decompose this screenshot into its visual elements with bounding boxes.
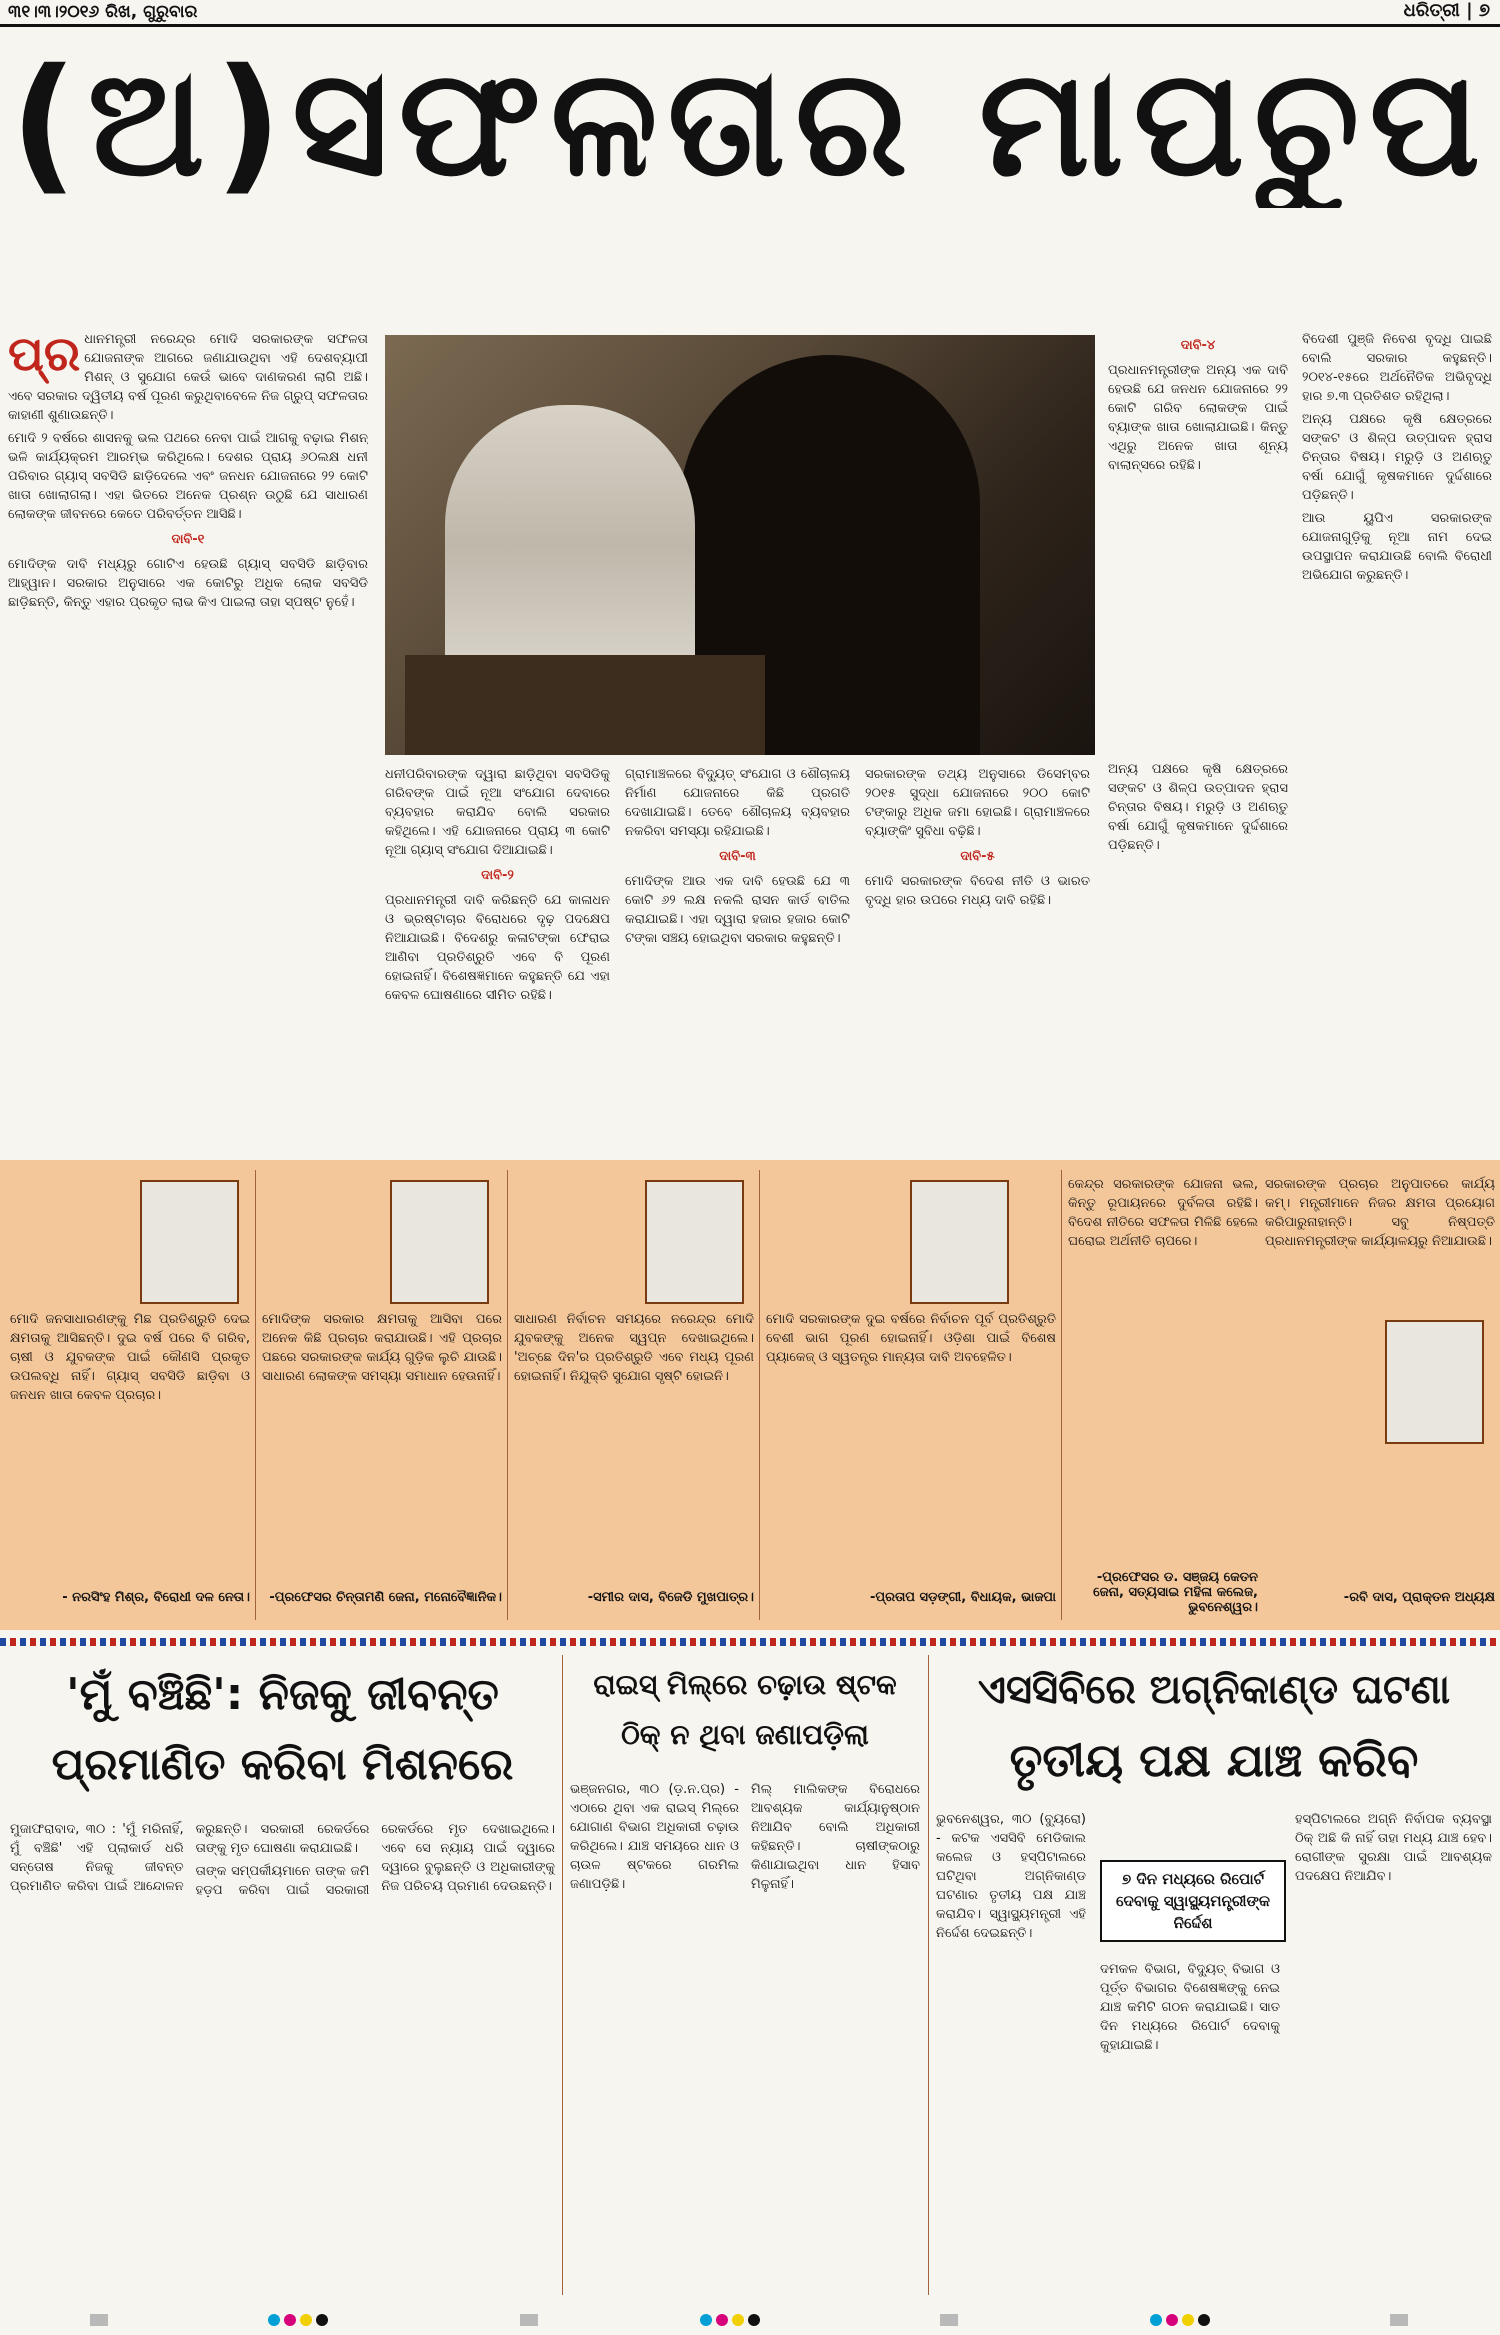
opinion-3-byline: -ସମୀର ଦାସ, ବିଜେଡି ମୁଖପାତ୍ର। <box>587 1590 754 1605</box>
col2-paragraph-1: ଧନୀପରିବାରଙ୍କ ଦ୍ୱାରା ଛାଡ଼ିଥିବା ସବସିଡିକୁ ଗରିବଙ୍କ ପାଇଁ ନୂଆ ସଂଯୋଗ ଦେବାରେ ବ୍ୟବହାର କରାଯିବ ବୋଲି ସରକାର କହିଥିଲେ। ଏହି ଯୋଜନାରେ ପ୍ରାୟ ୩ କୋଟି ନୂଆ ଗ୍ୟାସ୍ ସଂଯୋଗ ଦିଆଯାଇଛି। <box>385 767 610 858</box>
story-2-paragraph-2: ମିଲ୍ ମାଲିକଙ୍କ ବିରୋଧରେ ଆବଶ୍ୟକ କାର୍ଯ୍ୟାନୁଷ୍ଠାନ ନିଆଯିବ ବୋଲି ଅଧିକାରୀ କହିଛନ୍ତି। ଚାଷୀଙ୍କଠାରୁ କିଣାଯାଇଥିବା ଧାନ ହିସାବ ମିଳୁନାହିଁ। <box>751 1782 920 1892</box>
lead-paragraph-1: ପ୍ର ଧାନମନ୍ତ୍ରୀ ନରେନ୍ଦ୍ର ମୋଦି ସରକାରଙ୍କ ସଫଳତା ଯୋଜନାଙ୍କ ଆଗରେ ଜଣାଯାଉଥିବା ଏହି ଦେଶବ୍ୟାପୀ ମିଶନ୍ ଓ ସୁଯୋଗ କେଉଁ ଭାବେ ଦାଣକରଣ ଲାଗି ଅଛି। ଏବେ ସରକାର ଦ୍ୱିତୀୟ ବର୍ଷ ପୂରଣ କରୁଥିବାବେଳେ ନିଜ ଗ୍ରୁପ୍ ସଫଳତାର କାହାଣୀ ଶୁଣାଉଛନ୍ତି। <box>8 330 368 423</box>
opinion-1 <box>10 1175 250 1580</box>
story-3-paragraph-3: ହସ୍ପିଟାଲରେ ଅଗ୍ନି ନିର୍ବାପକ ବ୍ୟବସ୍ଥା ଠିକ୍ ଅଛି କି ନାହିଁ ତାହା ମଧ୍ୟ ଯାଞ୍ଚ ହେବ। ରୋଗୀଙ୍କ ସୁରକ୍ଷା ପାଇଁ ଆବଶ୍ୟକ ପଦକ୍ଷେପ ନିଆଯିବ। <box>1295 1812 1492 1884</box>
column-5 <box>1302 330 1492 1150</box>
lead-column <box>8 330 368 1150</box>
opinion-6-byline: -ରବି ଦାସ, ପ୍ରାକ୍ତନ ଅଧ୍ୟକ୍ଷ <box>1343 1590 1495 1605</box>
subhead-claim-4: ଦାବି-୪ <box>1180 338 1216 353</box>
story-3-callout: ୭ ଦିନ ମଧ୍ୟରେ ରିପୋର୍ଟ ଦେବାକୁ ସ୍ୱାସ୍ଥ୍ୟମନ୍ତ୍ରୀଙ୍କ ନିର୍ଦ୍ଦେଶ <box>1100 1860 1286 1942</box>
photo-podium <box>405 655 765 755</box>
story-3-headline-2: ତୃତୀୟ ପକ୍ଷ ଯାଞ୍ଚ କରିବ <box>1009 1733 1419 1787</box>
opinion-separator-2 <box>507 1170 508 1620</box>
header-rule <box>0 24 1500 27</box>
column-4-lower <box>865 765 1090 1150</box>
story-1-paragraph-2: ତାଙ୍କ ସମ୍ପର୍କୀୟମାନେ ତାଙ୍କ ଜମି ହଡ଼ପ କରିବା ପାଇଁ ସରକାରୀ ରେକର୍ଡରେ ମୃତ ଦେଖାଇଥିଲେ। ଏବେ ସେ ନ୍ୟାୟ ପାଇଁ ଦ୍ୱାରେ ଦ୍ୱାରେ ବୁଲୁଛନ୍ତି ଓ ଅଧିକାରୀଙ୍କୁ ନିଜ ପରିଚୟ ପ୍ରମାଣ ଦେଉଛନ୍ତି। <box>195 1822 555 1898</box>
story-separator-2 <box>928 1655 929 2295</box>
subhead-claim-3: ଦାବି-୩ <box>719 849 756 864</box>
story-separator-1 <box>562 1655 563 2295</box>
opinion-5-byline: -ପ୍ରଫେସର ଡ. ସଞ୍ଜୟ କେତନ ଜେନା, ସତ୍ୟସାଇ ମହିଳା କଲେଜ, ଭୁବନେଶ୍ୱର। <box>1093 1570 1258 1615</box>
lead-paragraph-2: ମୋଦି ୨ ବର୍ଷରେ ଶାସନକୁ ଭଲ ପଥରେ ନେବା ପାଇଁ ଆଗକୁ ବଢ଼ାଇ ମିଶନ୍ ଭଳି କାର୍ଯ୍ୟକ୍ରମ ଆରମ୍ଭ କରିଥିଲେ। ଦେଶର ପ୍ରାୟ ୬୦ଲକ୍ଷ ଧନୀ ପରିବାର ଗ୍ୟାସ୍ ସବସିଡି ଛାଡ଼ିଦେଲେ ଏବଂ ଜନଧନ ଯୋଜନାରେ ୨୨ କୋଟି ଖାତା ଖୋଲାଗଲା। ଏହା ଭିତରେ ଅନେକ ପ୍ରଶ୍ନ ଉଠୁଛି ଯେ ସାଧାରଣ ଲୋକଙ୍କ ଜୀବନରେ କେତେ ପରିବର୍ତ୍ତନ ଆସିଛି। <box>8 431 368 522</box>
story-3-column-1 <box>936 1810 1086 2290</box>
opinion-1-byline: - ନରସିଂହ ମିଶ୍ର, ବିରୋଧୀ ଦଳ ନେତା। <box>62 1590 250 1605</box>
page-number: ୭ <box>1478 0 1490 21</box>
story-2-body <box>570 1780 920 2290</box>
story-1-headline: 'ମୁଁ ବଞ୍ଚିଛି': ନିଜକୁ ଜୀବନ୍ତ ପ୍ରମାଣିତ କରିବା ମିଶନରେ <box>51 1669 514 1790</box>
opinion-2-text: ମୋଦିଙ୍କ ସରକାର କ୍ଷମତାକୁ ଆସିବା ପରେ ଅନେକ କିଛି ପ୍ରଚାର କରାଯାଉଛି। ଏହି ପ୍ରଚାର ପଛରେ ସରକାରଙ୍କ କାର୍ଯ୍ୟ ଗୁଡ଼ିକ ଲୁଚି ଯାଉଛି। ସାଧାରଣ ଲୋକଙ୍କ ସମସ୍ୟା ସମାଧାନ ହେଉନାହିଁ। <box>262 1312 502 1384</box>
yellow-dot <box>300 2314 312 2326</box>
opinion-separator-3 <box>759 1170 760 1620</box>
yellow-dot <box>1182 2314 1194 2326</box>
story-1-paragraph-1: ମୁଜାଫରାବାଦ, ୩୦ : 'ମୁଁ ମରିନାହିଁ, ମୁଁ ବଞ୍ଚିଛି' ଏହି ପ୍ଲାକାର୍ଡ ଧରି ସନ୍ତୋଷ ନିଜକୁ ଜୀବନ୍ତ ପ୍ରମାଣିତ କରିବା ପାଇଁ ଆନ୍ଦୋଳନ କରୁଛନ୍ତି। ସରକାରୀ ରେକର୍ଡରେ ତାଙ୍କୁ ମୃତ ଘୋଷଣା କରାଯାଇଛି। <box>10 1822 370 1894</box>
registration-mark <box>1390 2314 1408 2326</box>
header-section: ଧରିତ୍ରୀ | ୭ <box>1403 0 1490 21</box>
registration-mark <box>940 2314 958 2326</box>
subhead-claim-5: ଦାବି-୫ <box>960 849 995 864</box>
opinion-separator-4 <box>1061 1170 1062 1620</box>
col3-paragraph-1: ଗ୍ରାମାଞ୍ଚଳରେ ବିଦ୍ୟୁତ୍ ସଂଯୋଗ ଓ ଶୌଚାଳୟ ନିର୍ମାଣ ଯୋଜନାରେ କିଛି ପ୍ରଗତି ଦେଖାଯାଇଛି। ତେବେ ଶୌଚାଳୟ ବ୍ୟବହାର ନକରିବା ସମସ୍ୟା ରହିଯାଇଛି। <box>625 767 850 839</box>
col5-paragraph-2: ଅନ୍ୟ ପକ୍ଷରେ କୃଷି କ୍ଷେତ୍ରରେ ସଙ୍କଟ ଓ ଶିଳ୍ପ ଉତ୍ପାଦନ ହ୍ରାସ ଚିନ୍ତାର ବିଷୟ। ମରୁଡ଼ି ଓ ଅଣଋତୁ ବର୍ଷା ଯୋଗୁଁ କୃଷକମାନେ ଦୁର୍ଦ୍ଦଶାରେ ପଡ଼ିଛନ୍ତି। <box>1302 412 1492 503</box>
col4-paragraph-1: ପ୍ରଧାନମନ୍ତ୍ରୀଙ୍କ ଅନ୍ୟ ଏକ ଦାବି ହେଉଛି ଯେ ଜନଧନ ଯୋଜନାରେ ୨୨ କୋଟି ଗରିବ ଲୋକଙ୍କ ପାଇଁ ବ୍ୟାଙ୍କ ଖାତା ଖୋଲାଯାଇଛି। କିନ୍ତୁ ଏଥିରୁ ଅନେକ ଖାତା ଶୂନ୍ୟ ବାଲାନ୍ସରେ ରହିଛି। <box>1108 363 1288 473</box>
opinion-5-text: କେନ୍ଦ୍ର ସରକାରଙ୍କ ଯୋଜନା ଭଲ, କିନ୍ତୁ ରୂପାୟନରେ ଦୁର୍ବଳତା ରହିଛି। ବିଦେଶ ନୀତିରେ ସଫଳତା ମିଳିଛି ହେଲେ ଘରୋଇ ଅର୍ଥନୀତି ଚାପରେ। <box>1068 1177 1258 1249</box>
header-date: ୩୧।୩।୨୦୧୬ ରିଖ, ଗୁରୁବାର <box>8 2 198 22</box>
story-3-headline-1: ଏସସିବିରେ ଅଗ୍ନିକାଣ୍ଡ ଘଟଣା <box>977 1667 1451 1713</box>
lead-photo <box>385 335 1095 755</box>
page-header <box>0 0 1500 22</box>
column-4-upper <box>1108 330 1288 750</box>
opinion-2-byline: -ପ୍ରଫେସର ଚିନ୍ତାମଣି ଜେନା, ମନୋବୈଜ୍ଞାନିକ। <box>269 1590 502 1605</box>
registration-mark <box>90 2314 108 2326</box>
opinion-6-text: ସରକାରଙ୍କ ପ୍ରଚାର ଅନୁପାତରେ କାର୍ଯ୍ୟ କମ୍। ମନ୍ତ୍ରୀମାନେ ନିଜର କ୍ଷମତା ପ୍ରୟୋଗ କରିପାରୁନାହାନ୍ତି। ସବୁ ନିଷ୍ପତ୍ତି ପ୍ରଧାନମନ୍ତ୍ରୀଙ୍କ କାର୍ଯ୍ୟାଳୟରୁ ନିଆଯାଉଛି। <box>1265 1177 1495 1249</box>
registration-mark <box>520 2314 538 2326</box>
yellow-dot <box>732 2314 744 2326</box>
opinion-5 <box>1068 1175 1258 1580</box>
col3-paragraph-2: ମୋଦିଙ୍କ ଆଉ ଏକ ଦାବି ହେଉଛି ଯେ ୩ କୋଟି ୬୨ ଲକ୍ଷ ନକଲି ରାସନ କାର୍ଡ ବାତିଲ କରାଯାଇଛି। ଏହା ଦ୍ୱାରା ହଜାର ହଜାର କୋଟି ଟଙ୍କା ସଞ୍ଚୟ ହୋଇଥିବା ସରକାର କହୁଛନ୍ତି। <box>625 874 850 946</box>
decorative-rule <box>0 1638 1500 1646</box>
subhead-claim-2: ଦାବି-୨ <box>481 868 514 883</box>
opinion-4-byline: -ପ୍ରତାପ ସଡ଼ଙ୍ଗୀ, ବିଧାୟକ, ଭାଜପା <box>869 1590 1056 1605</box>
subhead-claim-1: ଦାବି-୧ <box>171 532 205 547</box>
cyan-dot <box>268 2314 280 2326</box>
magenta-dot <box>284 2314 296 2326</box>
lead-paragraph-3: ମୋଦିଙ୍କ ଦାବି ମଧ୍ୟରୁ ଗୋଟିଏ ହେଉଛି ଗ୍ୟାସ୍ ସବସିଡି ଛାଡ଼ିବାର ଆହ୍ୱାନ। ସରକାର ଅନୁସାରେ ଏକ କୋଟିରୁ ଅଧିକ ଲୋକ ସବସିଡି ଛାଡ଼ିଛନ୍ତି, କିନ୍ତୁ ଏହାର ପ୍ରକୃତ ଲାଭ କିଏ ପାଇଲା ତାହା ସ୍ପଷ୍ଟ ନୁହେଁ। <box>8 557 368 610</box>
cyan-dot <box>1150 2314 1162 2326</box>
story-3-paragraph-2: ଦମକଳ ବିଭାଗ, ବିଦ୍ୟୁତ୍ ବିଭାଗ ଓ ପୂର୍ତ୍ତ ବିଭାଗର ବିଶେଷଜ୍ଞଙ୍କୁ ନେଇ ଯାଞ୍ଚ କମିଟି ଗଠନ କରାଯାଇଛି। ସାତ ଦିନ ମଧ୍ୟରେ ରିପୋର୍ଟ ଦେବାକୁ କୁହାଯାଇଛି। <box>1100 1962 1280 2053</box>
col4-paragraph-3: ମୋଦି ସରକାରଙ୍କ ବିଦେଶ ନୀତି ଓ ଭାରତ ବୃଦ୍ଧି ହାର ଉପରେ ମଧ୍ୟ ଦାବି ରହିଛି। <box>865 874 1090 908</box>
dropcap: ପ୍ର <box>8 330 81 382</box>
opinion-6 <box>1265 1175 1495 1580</box>
magenta-dot <box>1166 2314 1178 2326</box>
story-3-column-3 <box>1295 1810 1492 2290</box>
col4b-paragraph: ଅନ୍ୟ ପକ୍ଷରେ କୃଷି କ୍ଷେତ୍ରରେ ସଙ୍କଟ ଓ ଶିଳ୍ପ ଉତ୍ପାଦନ ହ୍ରାସ ଚିନ୍ତାର ବିଷୟ। ମରୁଡ଼ି ଓ ଅଣଋତୁ ବର୍ଷା ଯୋଗୁଁ କୃଷକମାନେ ଦୁର୍ଦ୍ଦଶାରେ ପଡ଼ିଛନ୍ତି। <box>1108 762 1288 853</box>
story-3-column-2 <box>1100 1960 1280 2290</box>
story-1-body <box>10 1820 555 2290</box>
col4-paragraph-2: ସରକାରଙ୍କ ତଥ୍ୟ ଅନୁସାରେ ଡିସେମ୍ବର ୨୦୧୫ ସୁଦ୍ଧା ଯୋଜନାରେ ୨୦୦ କୋଟି ଟଙ୍କାରୁ ଅଧିକ ଜମା ହୋଇଛି। ଗ୍ରାମାଞ୍ଚଳରେ ବ୍ୟାଙ୍କିଂ ସୁବିଧା ବଢ଼ିଛି। <box>865 767 1090 839</box>
opinion-3 <box>514 1175 754 1580</box>
opinion-separator-1 <box>255 1170 256 1620</box>
column-3 <box>625 765 850 1150</box>
newspaper-name: ଧରିତ୍ରୀ <box>1403 0 1460 21</box>
black-dot <box>316 2314 328 2326</box>
column-4b <box>1108 760 1288 1150</box>
opinion-2 <box>262 1175 502 1580</box>
opinion-4 <box>766 1175 1056 1580</box>
black-dot <box>1198 2314 1210 2326</box>
opinion-4-text: ମୋଦି ସରକାରଙ୍କ ଦୁଇ ବର୍ଷରେ ନିର୍ବାଚନ ପୂର୍ବ ପ୍ରତିଶ୍ରୁତି ବେଶୀ ଭାଗ ପୂରଣ ହୋଇନାହିଁ। ଓଡ଼ିଶା ପାଇଁ ବିଶେଷ ପ୍ୟାକେଜ୍ ଓ ସ୍ୱତନ୍ତ୍ର ମାନ୍ୟତା ଦାବି ଅବହେଳିତ। <box>766 1312 1056 1365</box>
story-2-headline: ରାଇସ୍ ମିଲ୍‌ରେ ଚଢ଼ାଉ ଷ୍ଟକ ଠିକ୍ ନ ଥିବା ଜଣାପଡ଼ିଲା <box>593 1668 897 1751</box>
story-2-paragraph-1: ଭଞ୍ଜନଗର, ୩୦ (ଡ଼.ନ.ପ୍ର) - ଏଠାରେ ଥିବା ଏକ ରାଇସ୍ ମିଲ୍‌ରେ ଯୋଗାଣ ବିଭାଗ ଅଧିକାରୀ ଚଢ଼ାଉ କରିଥିଲେ। ଯାଞ୍ଚ ସମୟରେ ଧାନ ଓ ଚାଉଳ ଷ୍ଟକରେ ଗରମିଲ ଜଣାପଡ଼ିଛି। <box>570 1782 739 1892</box>
opinion-1-text: ମୋଦି ଜନସାଧାରଣଙ୍କୁ ମିଛ ପ୍ରତିଶ୍ରୁତି ଦେଇ କ୍ଷମତାକୁ ଆସିଛନ୍ତି। ଦୁଇ ବର୍ଷ ପରେ ବି ଗରିବ, ଚାଷୀ ଓ ଯୁବକଙ୍କ ପାଇଁ କୌଣସି ପ୍ରକୃତ ଉପଲବ୍ଧି ନାହିଁ। ଗ୍ୟାସ୍ ସବସିଡି ଛାଡ଼ିବା ଓ ଜନଧନ ଖାତା କେବଳ ପ୍ରଚାର। <box>10 1312 250 1403</box>
col5-paragraph-3: ଆଉ ୟୁପିଏ ସରକାରଙ୍କ ଯୋଜନାଗୁଡ଼ିକୁ ନୂଆ ନାମ ଦେଇ ଉପସ୍ଥାପନ କରାଯାଉଛି ବୋଲି ବିରୋଧୀ ଅଭିଯୋଗ କରୁଛନ୍ତି। <box>1302 511 1492 583</box>
magenta-dot <box>716 2314 728 2326</box>
col2-paragraph-2: ପ୍ରଧାନମନ୍ତ୍ରୀ ଦାବି କରିଛନ୍ତି ଯେ କାଳାଧନ ଓ ଭ୍ରଷ୍ଟାଚାର ବିରୋଧରେ ଦୃଢ଼ ପଦକ୍ଷେପ ନିଆଯାଇଛି। ବିଦେଶରୁ କଳାଟଙ୍କା ଫେରାଇ ଆଣିବା ପ୍ରତିଶ୍ରୁତି ଏବେ ବି ପୂରଣ ହୋଇନାହିଁ। ବିଶେଷଜ୍ଞମାନେ କହୁଛନ୍ତି ଯେ ଏହା କେବଳ ଘୋଷଣାରେ ସୀମିତ ରହିଛି। <box>385 893 610 1003</box>
black-dot <box>748 2314 760 2326</box>
main-headline: (ଅ)ସଫଳତାର ମାପଚୁପ <box>10 38 1490 208</box>
story-3-paragraph-1: ଭୁବନେଶ୍ୱର, ୩୦ (ବ୍ୟୁରୋ) - କଟକ ଏସସିବି ମେଡିକାଲ କଲେଜ ଓ ହସ୍ପିଟାଲରେ ଘଟିଥିବା ଅଗ୍ନିକାଣ୍ଡ ଘଟଣାର ତୃତୀୟ ପକ୍ଷ ଯାଞ୍ଚ କରାଯିବ। ସ୍ୱାସ୍ଥ୍ୟମନ୍ତ୍ରୀ ଏହି ନିର୍ଦ୍ଦେଶ ଦେଇଛନ୍ତି। <box>936 1812 1086 1941</box>
opinion-3-text: ସାଧାରଣ ନିର୍ବାଚନ ସମୟରେ ନରେନ୍ଦ୍ର ମୋଦି ଯୁବକଙ୍କୁ ଅନେକ ସ୍ୱପ୍ନ ଦେଖାଇଥିଲେ। 'ଅଚ୍ଛେ ଦିନ'ର ପ୍ରତିଶ୍ରୁତି ଏବେ ମଧ୍ୟ ପୂରଣ ହୋଇନାହିଁ। ନିଯୁକ୍ତି ସୁଯୋଗ ସୃଷ୍ଟି ହୋଇନି। <box>514 1312 754 1384</box>
column-2 <box>385 765 610 1150</box>
cyan-dot <box>700 2314 712 2326</box>
col5-paragraph-1: ବିଦେଶୀ ପୁଞ୍ଜି ନିବେଶ ବୃଦ୍ଧି ପାଇଛି ବୋଲି ସରକାର କହୁଛନ୍ତି। ୨୦୧୪-୧୫ରେ ଅର୍ଥନୈତିକ ଅଭିବୃଦ୍ଧି ହାର ୭.୩ ପ୍ରତିଶତ ରହିଥିଲା। <box>1302 332 1492 404</box>
print-registration-marks <box>0 2312 1500 2328</box>
